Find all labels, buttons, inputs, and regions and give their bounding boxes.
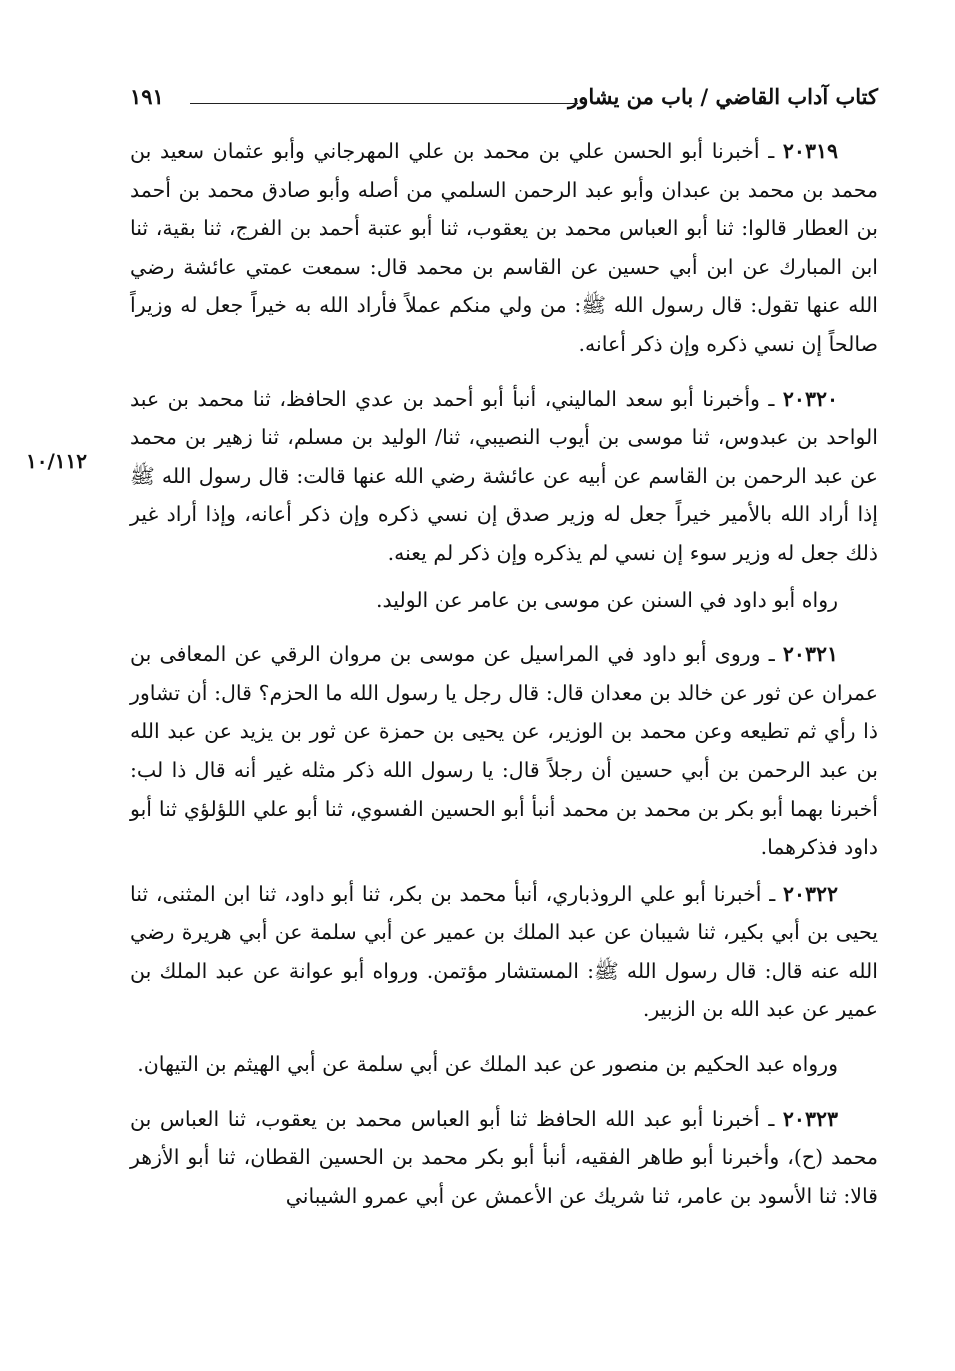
header-title: كتاب آداب القاضي / باب من يشاور: [568, 84, 878, 109]
hadith-paragraph: [130, 1100, 878, 1216]
hadith-number: ٢٠٣٢٣: [782, 1106, 838, 1131]
page-number: ١٩١: [130, 84, 164, 109]
margin-reference: ١٠/١١٢: [26, 449, 88, 473]
hadith-number: ٢٠٣٢١: [782, 642, 838, 667]
note-text: رواه أبو داود في السنن عن موسى بن عامر عن الوليد.: [376, 587, 838, 612]
hadith-paragraph: [130, 875, 878, 1029]
hadith-text: ـ وأخبرنا أبو سعد الماليني، أنبأ أبو أحمد بن عدي الحافظ، ثنا محمد بن عبد الواحد بن عبدوس، ثنا موسى بن أيوب النصيبي، ثنا/ الوليد بن مسلم، ثنا زهير بن محمد عن عبد الرحمن بن القاسم عن أبيه عن عائشة رضي الله عنها قالت: قال رسول الله ﷺ إذا أراد الله بالأمير خيراً جعل له وزير صدق إن نسي ذكره وإن ذكر أعانه، وإذا أراد غير ذلك جعل له وزير سوء إن نسي لم يذكره وإن ذكر لم يعنه.: [130, 386, 878, 565]
hadith-text: ـ وروى أبو داود في المراسيل عن موسى بن مروان الرقي عن المعافى بن عمران عن ثور عن خالد بن معدان قال: قال رجل يا رسول الله ما الحزم؟ قال: أن تشاور ذا رأي ثم تطيعه وعن محمد بن الوزير، عن يحيى بن حمزة عن ثور بن يزيد عن عبد الله بن عبد الرحمن بن أبي حسين أن رجلاً قال: يا رسول الله ذكر مثله غير أنه قال ذا لب: أخبرنا بهما أبو بكر بن محمد بن محمد أنبأ أبو الحسين الفسوي، ثنا أبو علي اللؤلؤي ثنا أبو داود فذكرهما.: [130, 642, 878, 860]
hadith-paragraph: [130, 635, 878, 867]
hadith-number: ٢٠٣٢٢: [782, 881, 838, 906]
running-header: [130, 84, 878, 118]
hadith-text: ـ أخبرنا أبو الحسن علي بن محمد بن علي المهرجاني وأبو عثمان سعيد بن محمد بن محمد بن عبدان وأبو عبد الرحمن السلمي من أصله وأبو صادق محمد بن أحمد بن العطار قالوا: ثنا أبو العباس محمد بن يعقوب، ثنا أبو عتبة أحمد بن الفرج، ثنا بقية، ثنا ابن المبارك عن ابن أبي حسين عن القاسم بن محمد قال: سمعت عمتي عائشة رضي الله عنها تقول: قال رسول الله ﷺ: من ولي منكم عملاً فأراد الله به خيراً جعل له وزيراً صالحاً إن نسي ذكره وإن ذكر أعانه.: [130, 139, 878, 356]
hadith-text: ـ أخبرنا أبو عبد الله الحافظ ثنا أبو العباس محمد بن يعقوب، ثنا العباس بن محمد (ح)، وأخبرنا أبو طاهر الفقيه، أنبأ أبو بكر محمد بن الحسين القطان، ثنا أبو الأزهر قالا: ثنا الأسود بن عامر، ثنا شريك عن الأعمش عن أبي عمرو الشيباني: [130, 1106, 878, 1208]
note-text: ورواه عبد الحكيم بن منصور عن عبد الملك عن أبي سلمة عن أبي الهيثم بن التيهان.: [137, 1052, 838, 1077]
hadith-paragraph: [130, 380, 878, 573]
hadith-number: ٢٠٣٢٠: [782, 386, 838, 411]
note-paragraph: [130, 581, 878, 620]
page-body: [130, 132, 878, 1231]
hadith-text: ـ أخبرنا أبو علي الروذباري، أنبأ محمد بن بكر، ثنا أبو داود، ثنا ابن المثنى، ثنا يحيى بن أبي بكير، ثنا شيبان عن عبد الملك بن عمير عن أبي سلمة عن أبي هريرة رضي الله عنه قال: قال رسول الله ﷺ: المستشار مؤتمن. ورواه أبو عوانة عن عبد الملك بن عمير عن عبد الله بن الزبير.: [130, 881, 878, 1022]
header-rule: [190, 103, 578, 104]
hadith-paragraph: [130, 132, 878, 364]
hadith-number: ٢٠٣١٩: [782, 139, 838, 163]
note-paragraph: [130, 1045, 878, 1084]
